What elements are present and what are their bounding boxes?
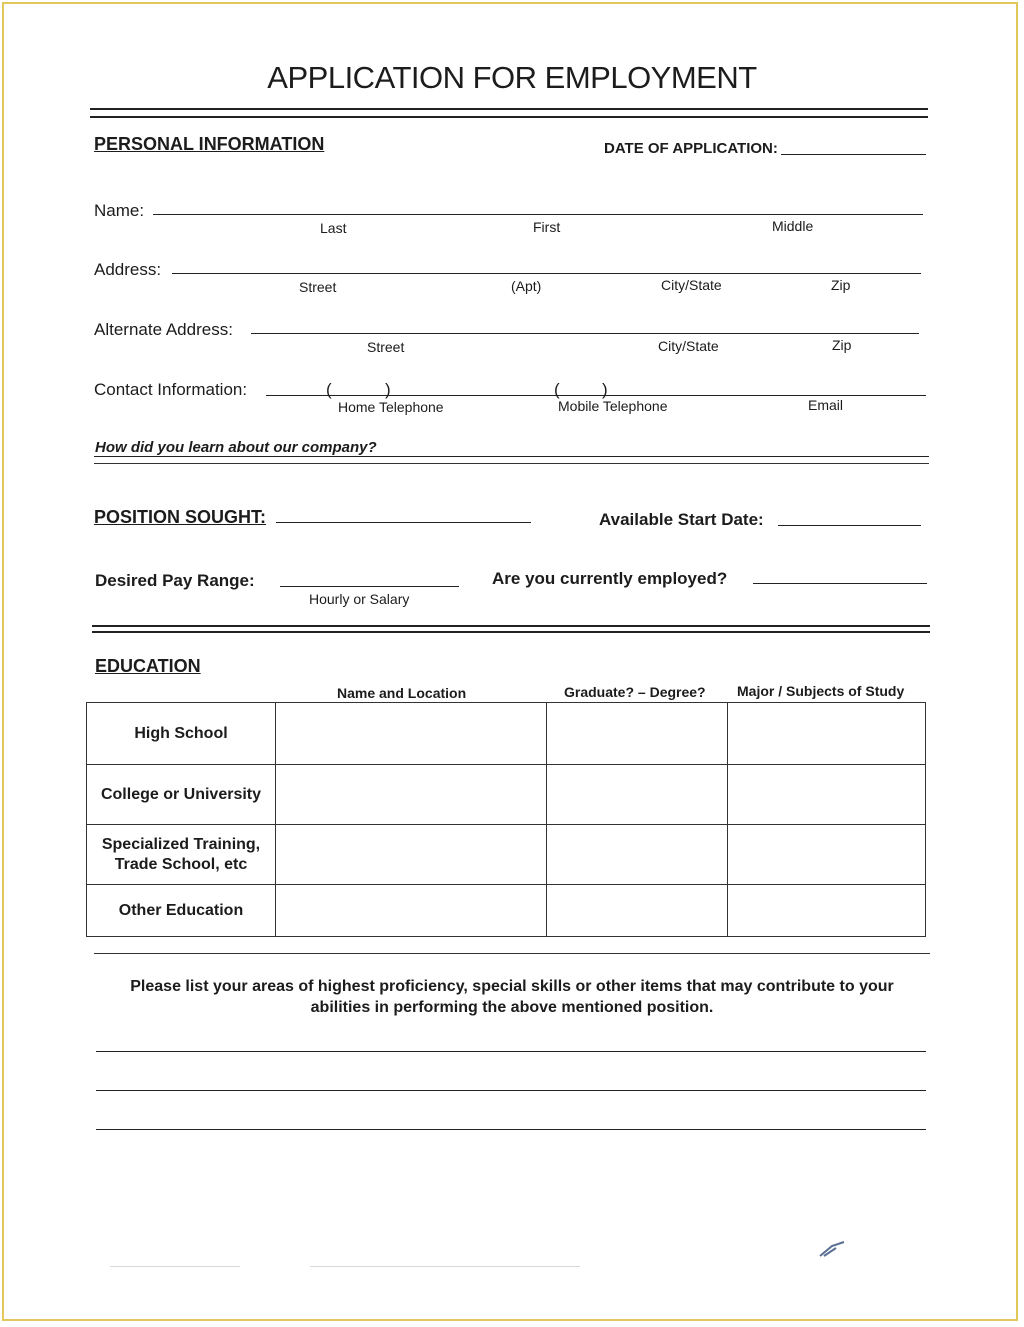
position-sought-label: POSITION SOUGHT: bbox=[94, 507, 267, 527]
education-cell-degree[interactable] bbox=[547, 885, 728, 937]
pay-range-sub: Hourly or Salary bbox=[309, 591, 410, 607]
education-cell-major[interactable] bbox=[728, 765, 926, 825]
section-rule-education bbox=[94, 953, 930, 954]
education-cell-major[interactable] bbox=[728, 825, 926, 885]
signature-scribble-icon bbox=[818, 1240, 852, 1258]
education-cell-name-location[interactable] bbox=[276, 885, 547, 937]
education-row-label: College or University bbox=[87, 765, 276, 825]
currently-employed-label: Are you currently employed? bbox=[492, 569, 728, 588]
name-field[interactable] bbox=[153, 214, 923, 215]
education-cell-degree[interactable] bbox=[547, 703, 728, 765]
education-table bbox=[86, 702, 926, 937]
footer-faint-mark-center bbox=[310, 1266, 580, 1267]
mobile-area-code-close-paren: ) bbox=[602, 380, 608, 399]
address-sub-citystate: City/State bbox=[661, 277, 722, 293]
footer-faint-mark-left bbox=[110, 1266, 240, 1267]
date-of-application-label: DATE OF APPLICATION: bbox=[604, 140, 778, 157]
education-cell-name-location[interactable] bbox=[276, 703, 547, 765]
skills-prompt-line-1: Please list your areas of highest proficiency, special skills or other items that may contribute to your bbox=[130, 978, 894, 995]
name-label: Name: bbox=[94, 201, 145, 220]
personal-info-heading: PERSONAL INFORMATION bbox=[94, 134, 325, 154]
education-row-label: Specialized Training, Trade School, etc bbox=[87, 825, 276, 885]
home-area-code-open-paren: ( bbox=[326, 380, 332, 399]
skills-prompt bbox=[100, 976, 924, 1018]
education-cell-degree[interactable] bbox=[547, 765, 728, 825]
title-rule-bottom bbox=[90, 116, 928, 118]
home-area-code-close-paren: ) bbox=[385, 380, 391, 399]
contact-sub-home: Home Telephone bbox=[338, 399, 444, 415]
desired-pay-range-field[interactable] bbox=[280, 586, 459, 587]
name-sub-middle: Middle bbox=[772, 218, 814, 234]
title-rule-top bbox=[90, 108, 928, 110]
education-cell-degree[interactable] bbox=[547, 825, 728, 885]
skills-line-3[interactable] bbox=[96, 1129, 926, 1130]
contact-info-field[interactable] bbox=[266, 395, 926, 396]
address-sub-street: Street bbox=[299, 279, 337, 295]
contact-info-label: Contact Information: bbox=[94, 380, 248, 399]
education-row-specialized-training bbox=[87, 825, 926, 885]
learn-about-company-question: How did you learn about our company? bbox=[95, 439, 377, 456]
form-title: APPLICATION FOR EMPLOYMENT bbox=[267, 60, 757, 95]
education-cell-name-location[interactable] bbox=[276, 825, 547, 885]
address-field[interactable] bbox=[172, 273, 921, 274]
position-sought-field[interactable] bbox=[276, 522, 531, 523]
education-col-major: Major / Subjects of Study bbox=[737, 683, 905, 699]
education-row-other bbox=[87, 885, 926, 937]
education-cell-major[interactable] bbox=[728, 703, 926, 765]
mobile-area-code-open-paren: ( bbox=[554, 380, 560, 399]
address-sub-apt: (Apt) bbox=[511, 278, 542, 294]
learn-about-company-field[interactable] bbox=[94, 456, 929, 457]
alt-address-label: Alternate Address: bbox=[94, 320, 233, 339]
alt-address-sub-citystate: City/State bbox=[658, 338, 719, 354]
date-of-application-field[interactable] bbox=[781, 154, 926, 155]
section-rule-personal bbox=[94, 463, 929, 464]
alt-address-field[interactable] bbox=[251, 333, 919, 334]
contact-sub-email: Email bbox=[808, 397, 844, 413]
contact-sub-mobile: Mobile Telephone bbox=[558, 398, 668, 414]
available-start-date-field[interactable] bbox=[778, 525, 921, 526]
skills-line-2[interactable] bbox=[96, 1090, 926, 1091]
education-row-high-school bbox=[87, 703, 926, 765]
education-cell-name-location[interactable] bbox=[276, 765, 547, 825]
education-row-college bbox=[87, 765, 926, 825]
alt-address-sub-zip: Zip bbox=[832, 337, 852, 353]
name-sub-last: Last bbox=[320, 220, 347, 236]
available-start-date-label: Available Start Date: bbox=[599, 510, 764, 529]
education-cell-major[interactable] bbox=[728, 885, 926, 937]
section-rule-position-top bbox=[92, 625, 930, 627]
education-row-label: Other Education bbox=[87, 885, 276, 937]
education-heading: EDUCATION bbox=[95, 656, 201, 676]
name-sub-first: First bbox=[533, 219, 561, 235]
skills-prompt-line-2: abilities in performing the above mentioned position. bbox=[310, 999, 714, 1016]
section-rule-position-bottom bbox=[92, 631, 930, 633]
alt-address-sub-street: Street bbox=[367, 339, 405, 355]
address-label: Address: bbox=[94, 260, 162, 279]
address-sub-zip: Zip bbox=[831, 277, 851, 293]
desired-pay-range-label: Desired Pay Range: bbox=[95, 571, 255, 590]
skills-line-1[interactable] bbox=[96, 1051, 926, 1052]
education-row-label: High School bbox=[87, 703, 276, 765]
education-col-name-location: Name and Location bbox=[337, 685, 467, 701]
currently-employed-field[interactable] bbox=[753, 583, 927, 584]
education-col-graduate-degree: Graduate? – Degree? bbox=[564, 684, 706, 700]
